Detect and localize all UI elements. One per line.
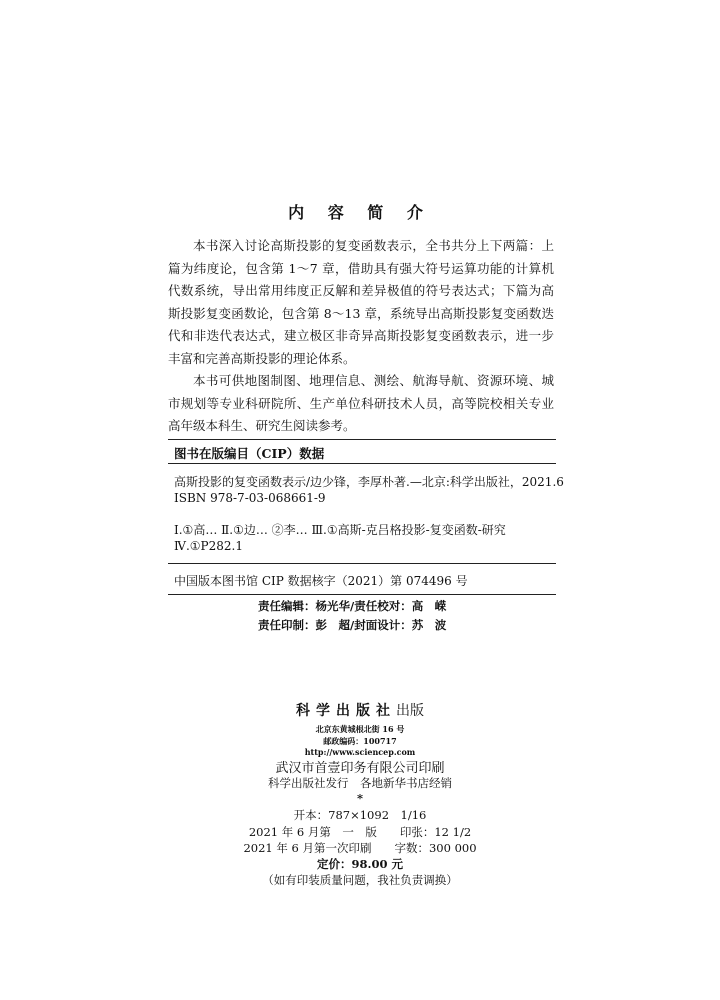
summary-paragraph-1: 本书深入讨论高斯投影的复变函数表示，全书共分上下两篇：上篇为纬度论，包含第 1～7 章，借助具有强大符号运算功能的计算机代数系统，导出常用纬度正反解和差异极值的符号表达式；下篇为高斯投影复变函数论，包含第 8～13 章，系统导出高斯投影复变函数迭代和非迭代表达式，建立极区非奇异高斯投影复变函数表示，进一步丰富和完善高斯投影的理论体系。 (168, 238, 554, 366)
summary-body (168, 235, 554, 438)
distributor: 科学出版社发行 各地新华书店经销 (268, 776, 452, 790)
cip-top-rule (168, 439, 556, 440)
cip-class-line-2: Ⅳ.①P282.1 (174, 539, 243, 553)
cip-class-line-1: Ⅰ.①高… Ⅱ.①边… ②李… Ⅲ.①高斯-克吕格投影-复变函数-研究 (174, 523, 506, 537)
publisher-suffix: 出版 (396, 703, 424, 719)
staff-line-1: 责任编辑：杨光华/责任校对：高 嵘 (258, 599, 447, 613)
cip-title: 图书在版编目（CIP）数据 (174, 446, 325, 461)
printer: 武汉市首壹印务有限公司印刷 (275, 761, 445, 776)
cip-book-line: 高斯投影的复变函数表示/边少锋，李厚朴著.—北京:科学出版社，2021.6 (174, 475, 564, 489)
publisher-address: 北京东黄城根北街 16 号 (315, 724, 405, 734)
printing: 2021 年 6 月第一次印刷 字数：300 000 (243, 841, 477, 855)
summary-paragraph-2: 本书可供地图制图、地理信息、测绘、航海导航、资源环境、城市规划等专业科研院所、生产单位科研技术人员，高等院校相关专业高年级本科生、研究生阅读参考。 (168, 373, 554, 433)
publisher-postcode: 邮政编码：100717 (323, 736, 397, 746)
cip-mid-rule (168, 563, 556, 564)
separator-star: * (356, 791, 363, 805)
staff-line-2: 责任印制：彭 超/封面设计：苏 波 (258, 618, 447, 632)
publisher-name-text: 科学出版社 (296, 703, 396, 719)
cip-title-rule (168, 463, 556, 464)
price: 定价：98.00 元 (316, 857, 403, 871)
publisher-name (0, 700, 720, 720)
cip-bottom-rule (168, 594, 556, 595)
summary-title: 内 容 简 介 (288, 203, 432, 222)
quality-notice: （如有印装质量问题，我社负责调换） (262, 873, 458, 887)
publisher-website: http://www.sciencep.com (304, 747, 416, 757)
edition: 2021 年 6 月第 一 版 印张：12 1/2 (248, 825, 472, 839)
cip-isbn: ISBN 978-7-03-068661-9 (174, 491, 326, 505)
format: 开本：787×1092 1/16 (293, 808, 427, 822)
cip-verify: 中国版本图书馆 CIP 数据核字（2021）第 074496 号 (174, 574, 468, 588)
